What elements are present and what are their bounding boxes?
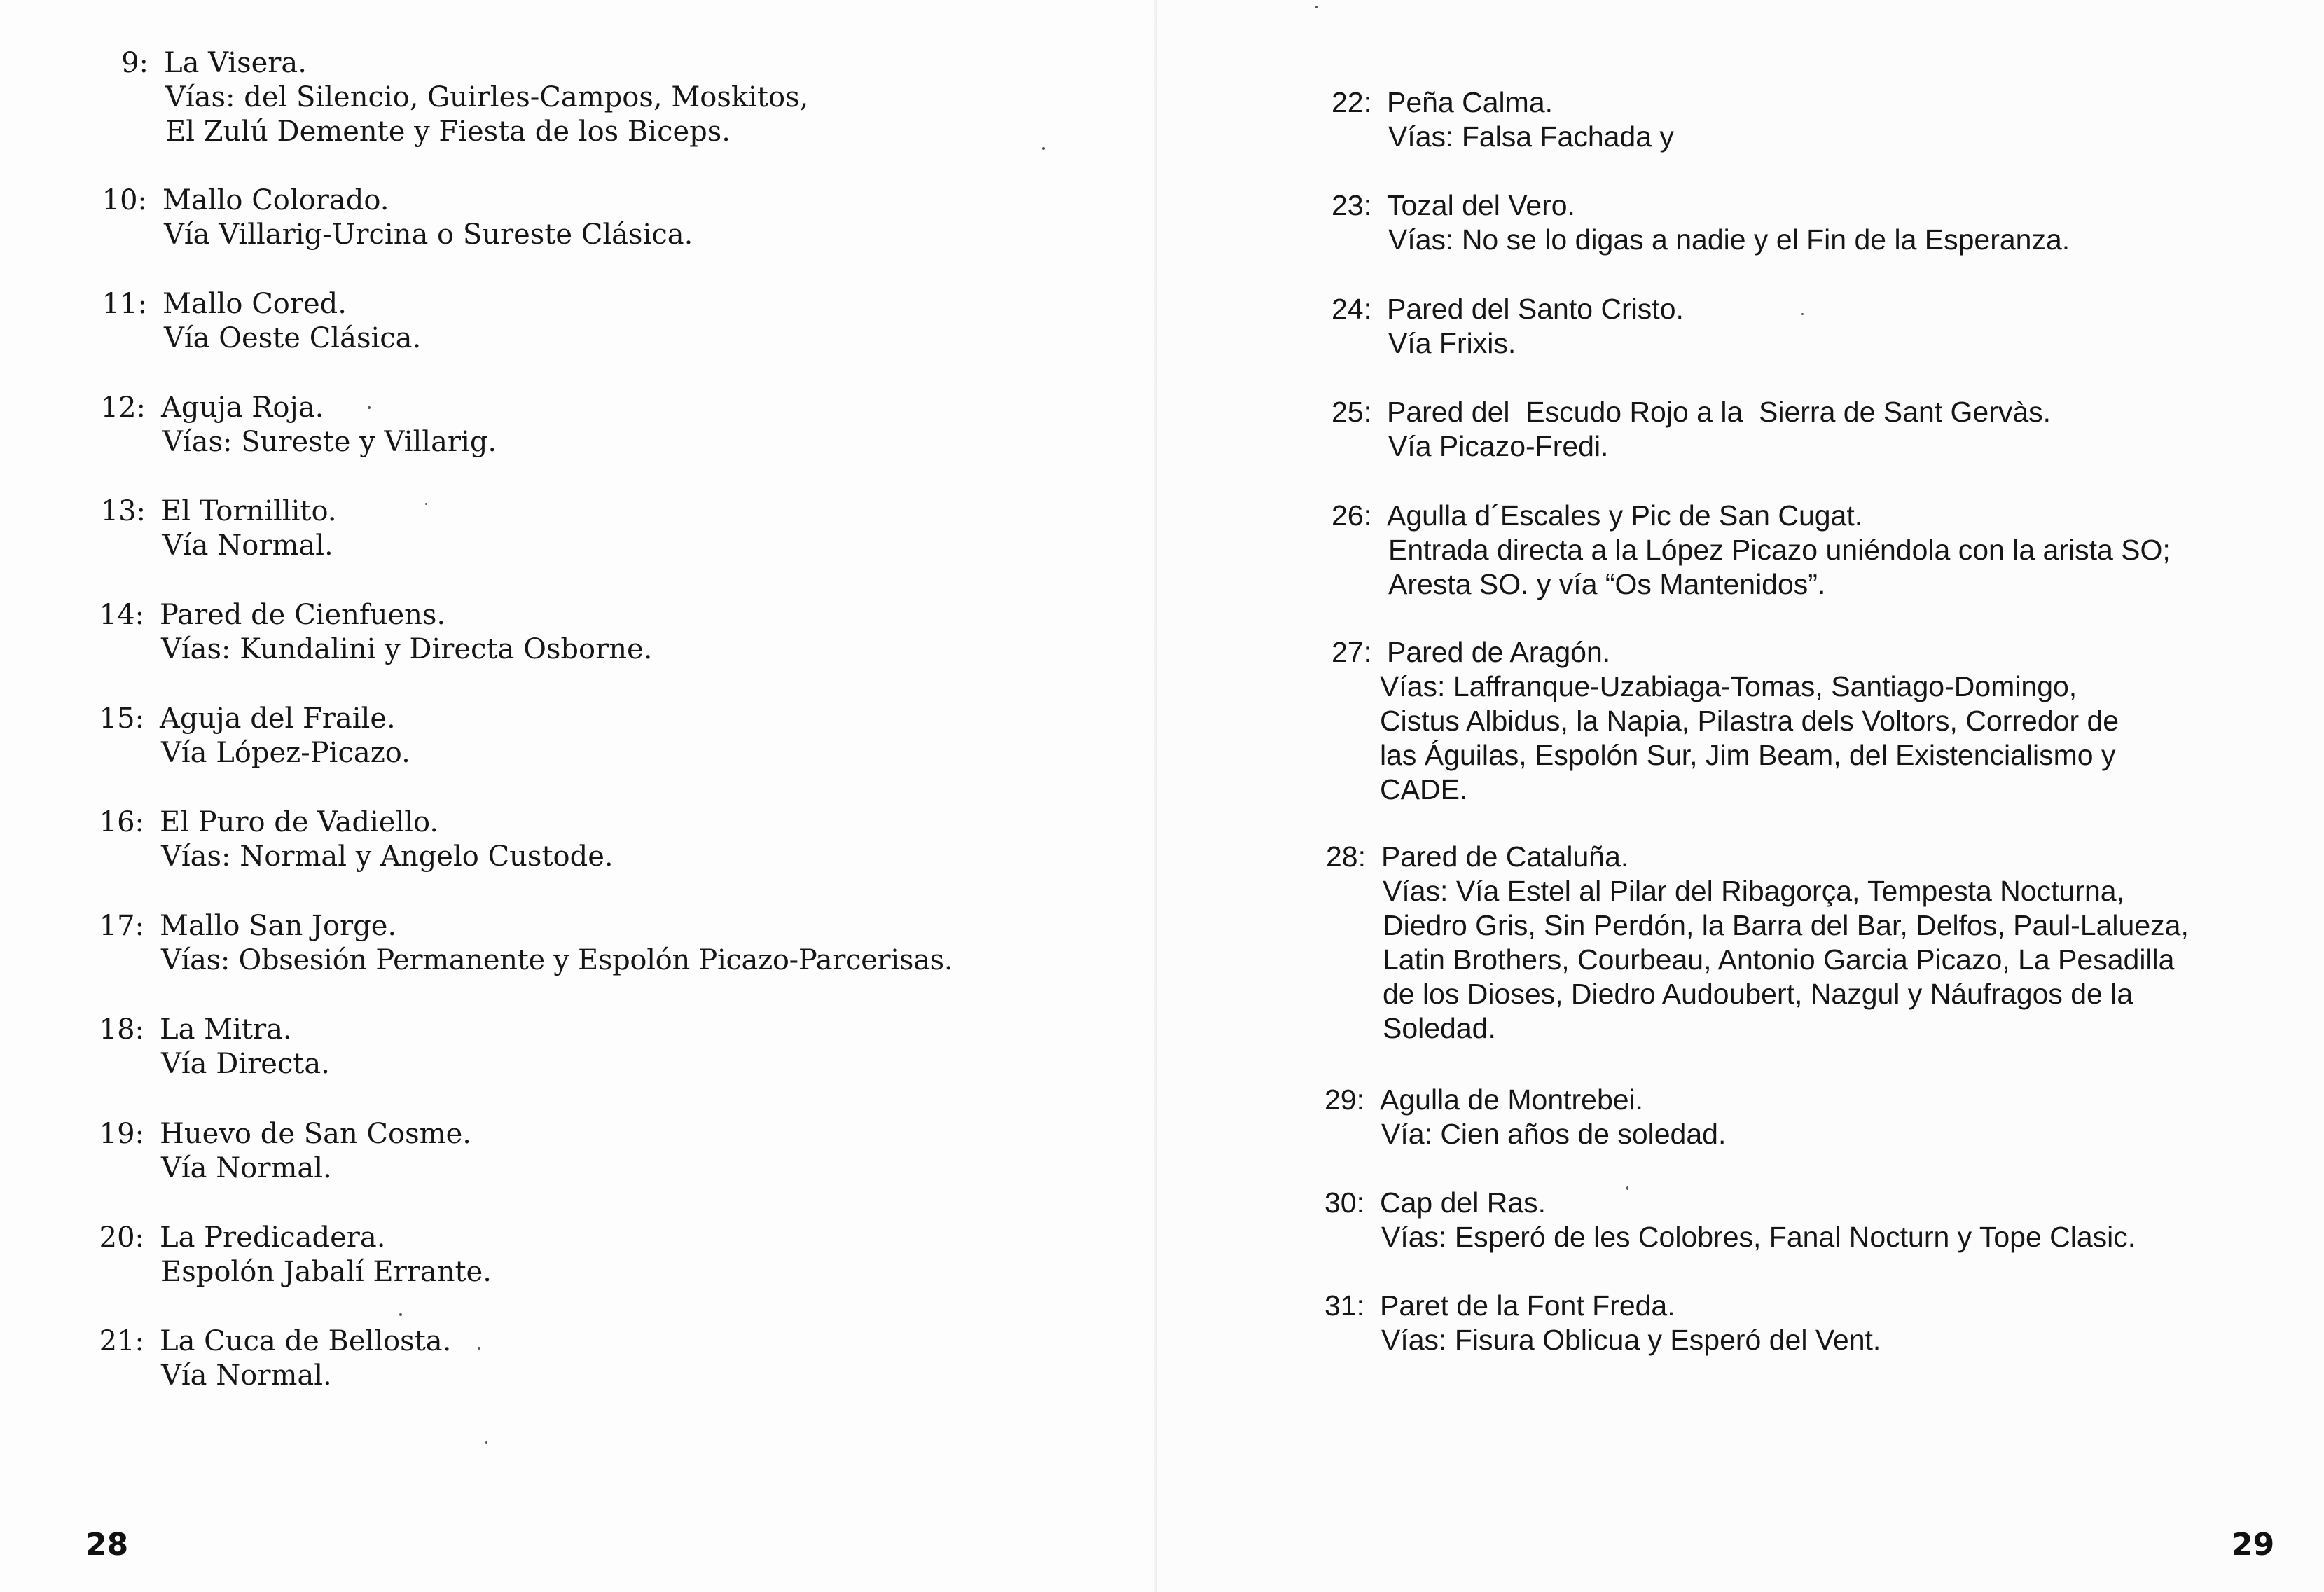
entry-number: 27: — [1332, 636, 1371, 668]
entry-number: 17: — [99, 910, 144, 942]
entry-title: El Puro de Vadiello. — [160, 806, 439, 838]
entry-20 — [99, 1221, 492, 1289]
entry-route: Vías: Sureste y Villarig. — [162, 426, 497, 458]
entry-title: Pared del Santo Cristo. — [1387, 293, 1684, 325]
entry-number: 12: — [100, 392, 146, 424]
page-number: 29 — [2232, 1527, 2275, 1563]
entry-route: CADE. — [1380, 773, 1468, 805]
entry-route: Diedro Gris, Sin Perdón, la Barra del Bar, Delfos, Paul-Lalueza, — [1383, 909, 2189, 941]
entry-route: Vías: del Silencio, Guirles-Campos, Moskitos, — [165, 81, 809, 113]
entry-title: Aguja del Fraile. — [160, 702, 396, 735]
entry-route: Cistus Albidus, la Napia, Pilastra dels Voltors, Corredor de — [1380, 705, 2119, 737]
entry-number: 11: — [102, 288, 147, 320]
entry-number: 15: — [99, 702, 144, 735]
entry-number: 18: — [99, 1013, 144, 1046]
entry-title: Cap del Ras. — [1380, 1186, 1547, 1219]
entry-number: 28: — [1326, 840, 1366, 873]
entry-18 — [99, 1013, 330, 1081]
entry-number: 21: — [99, 1325, 144, 1357]
entry-number: 9: — [121, 47, 148, 79]
entry-title: Huevo de San Cosme. — [160, 1118, 471, 1150]
entry-title: Agulla de Montrebei. — [1380, 1084, 1644, 1116]
entry-27 — [1332, 635, 2119, 807]
entry-19 — [99, 1117, 471, 1186]
entry-17 — [99, 909, 953, 978]
entry-number: 20: — [99, 1221, 144, 1254]
entry-route: Aresta SO. y vía “Os Mantenidos”. — [1388, 568, 1826, 600]
entry-route: Vía Normal. — [161, 1359, 332, 1392]
entry-number: 22: — [1332, 86, 1371, 118]
entry-28 — [1326, 840, 2189, 1046]
entry-number: 13: — [100, 495, 146, 527]
entry-12 — [100, 391, 497, 459]
entry-title: Pared del Escudo Rojo a la Sierra de Sant Gervàs. — [1387, 396, 2052, 428]
entry-route: Latin Brothers, Courbeau, Antonio Garcia Picazo, La Pesadilla — [1383, 943, 2175, 976]
right-page — [1157, 0, 2324, 1592]
entry-title: Mallo Cored. — [162, 288, 347, 320]
entry-number: 31: — [1324, 1289, 1364, 1322]
entry-route: Vía Normal. — [161, 1152, 332, 1184]
entry-number: 29: — [1324, 1084, 1364, 1116]
entry-22 — [1332, 85, 1674, 154]
entry-title: Agulla d´Escales y Pic de San Cugat. — [1387, 499, 1863, 532]
entry-number: 25: — [1332, 396, 1371, 428]
entry-11 — [102, 287, 422, 356]
entry-title: Peña Calma. — [1387, 86, 1554, 118]
entry-route: Vía López-Picazo. — [161, 737, 410, 769]
entry-title: Mallo Colorado. — [162, 184, 389, 216]
entry-13 — [100, 494, 337, 563]
entry-route: Vías: Falsa Fachada y — [1388, 120, 1674, 153]
entry-title: La Mitra. — [160, 1013, 292, 1046]
entry-title: La Predicadera. — [160, 1221, 386, 1254]
entry-route: Vías: Fisura Oblicua y Esperó del Vent. — [1381, 1324, 1881, 1356]
entry-10 — [102, 184, 693, 252]
entry-number: 10: — [102, 184, 147, 216]
entry-route: Vía Normal. — [162, 529, 333, 562]
entry-route: Vía Frixis. — [1388, 327, 1516, 359]
entry-26 — [1332, 499, 2171, 602]
entry-route: Espolón Jabalí Errante. — [161, 1256, 492, 1288]
entry-route: Vía Oeste Clásica. — [164, 322, 422, 354]
entry-route: las Águilas, Espolón Sur, Jim Beam, del Existencialismo y — [1380, 739, 2116, 771]
entry-route: de los Dioses, Diedro Audoubert, Nazgul y Náufragos de la — [1383, 978, 2133, 1010]
entry-15 — [99, 702, 410, 770]
entry-route: El Zulú Demente y Fiesta de los Biceps. — [165, 116, 731, 148]
entry-route: Vías: Normal y Angelo Custode. — [161, 840, 614, 873]
entry-number: 23: — [1332, 189, 1371, 221]
left-page — [0, 0, 1157, 1592]
entry-route: Vías: Esperó de les Colobres, Fanal Nocturn y Tope Clasic. — [1381, 1221, 2136, 1253]
entry-number: 14: — [99, 599, 144, 631]
entry-title: Paret de la Font Freda. — [1380, 1289, 1675, 1322]
entry-number: 30: — [1324, 1186, 1364, 1219]
entry-route: Entrada directa a la López Picazo uniéndola con la arista SO; — [1388, 534, 2171, 566]
entry-route: Vías: Vía Estel al Pilar del Ribagorça, Tempesta Nocturna, — [1383, 875, 2124, 907]
entry-title: Pared de Aragón. — [1387, 636, 1611, 668]
entry-route: Soledad. — [1383, 1012, 1496, 1044]
entry-number: 19: — [99, 1118, 144, 1150]
entry-14 — [99, 598, 653, 667]
entry-23 — [1332, 188, 2070, 257]
entry-24 — [1332, 292, 1684, 361]
entry-30 — [1324, 1186, 2136, 1254]
entry-number: 26: — [1332, 499, 1371, 532]
entry-route: Vías: Laffranque-Uzabiaga-Tomas, Santiago-Domingo, — [1380, 670, 2077, 702]
page-number: 28 — [85, 1527, 129, 1563]
entry-number: 24: — [1332, 293, 1371, 325]
entry-route: Vías: No se lo digas a nadie y el Fin de la Esperanza. — [1388, 223, 2070, 256]
entry-16 — [99, 805, 614, 874]
entry-21 — [99, 1324, 452, 1393]
entry-route: Vía: Cien años de soledad. — [1381, 1118, 1727, 1150]
entry-31 — [1324, 1289, 1881, 1357]
entry-title: La Visera. — [164, 47, 307, 79]
entry-route: Vía Directa. — [161, 1048, 330, 1080]
entry-25 — [1332, 395, 2052, 464]
entry-29 — [1324, 1083, 1727, 1151]
entry-9 — [121, 46, 809, 149]
entry-title: Aguja Roja. — [161, 392, 324, 424]
entry-title: Mallo San Jorge. — [160, 910, 397, 942]
entry-route: Vía Villarig-Urcina o Sureste Clásica. — [164, 219, 693, 251]
entry-route: Vías: Kundalini y Directa Osborne. — [161, 633, 653, 665]
entry-number: 16: — [99, 806, 144, 838]
entry-title: Pared de Cienfuens. — [160, 599, 446, 631]
entry-title: El Tornillito. — [161, 495, 337, 527]
entry-title: Pared de Cataluña. — [1381, 840, 1629, 873]
entry-title: Tozal del Vero. — [1387, 189, 1575, 221]
entry-title: La Cuca de Bellosta. — [160, 1325, 452, 1357]
entry-route: Vía Picazo-Fredi. — [1388, 430, 1609, 462]
entry-route: Vías: Obsesión Permanente y Espolón Picazo-Parcerisas. — [161, 944, 953, 976]
